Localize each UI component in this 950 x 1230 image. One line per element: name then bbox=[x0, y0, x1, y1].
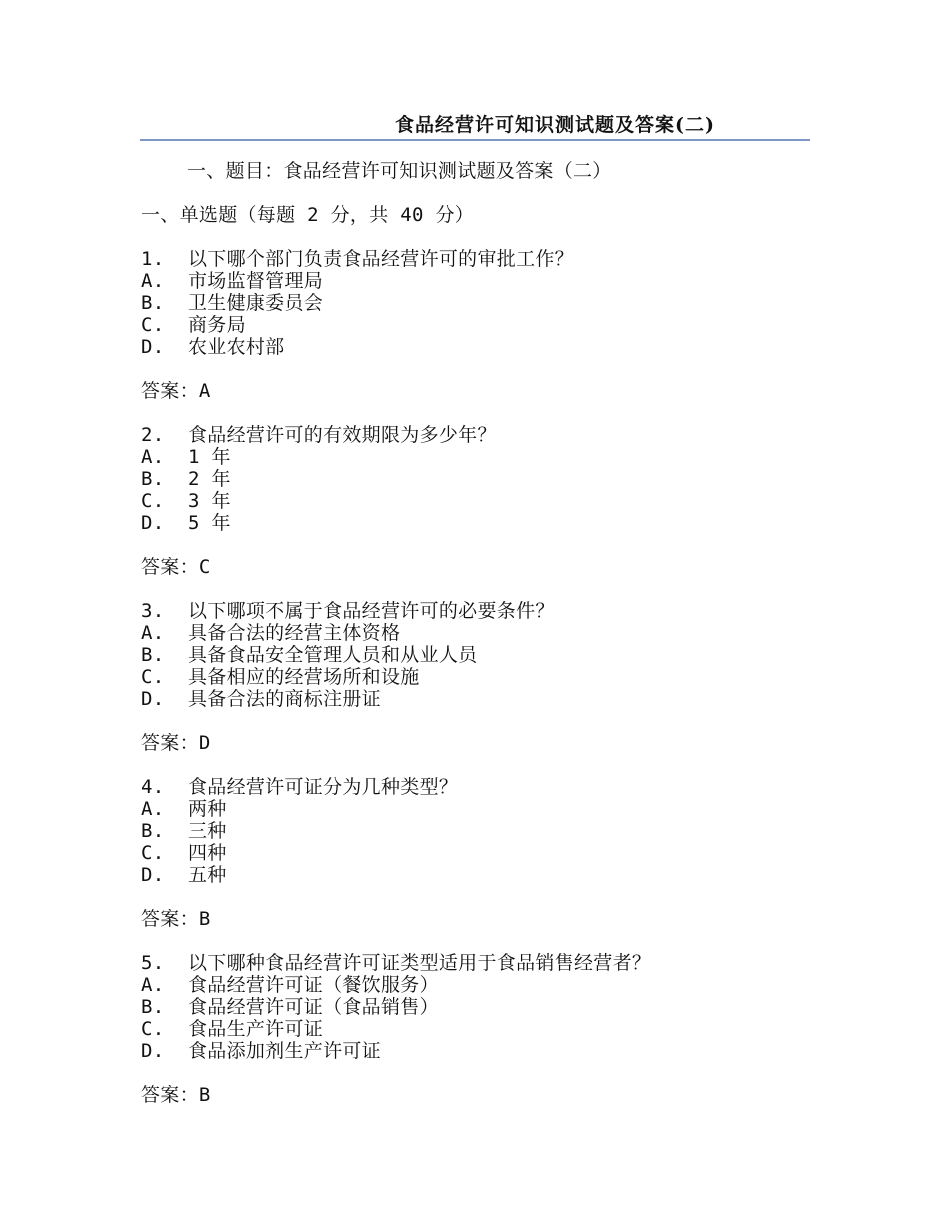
option-text: 具备合法的商标注册证 bbox=[187, 688, 381, 710]
option-text: 两种 bbox=[187, 798, 227, 820]
question-text: 以下哪项不属于食品经营许可的必要条件？ bbox=[187, 600, 555, 622]
option-letter: A. bbox=[141, 798, 165, 820]
option-letter: A. bbox=[141, 974, 165, 996]
option-line bbox=[141, 512, 821, 534]
question-block bbox=[141, 952, 821, 1106]
option-text: 2 年 bbox=[187, 468, 231, 490]
option-text: 食品经营许可证（餐饮服务） bbox=[187, 974, 439, 996]
answer-value: B bbox=[198, 1084, 211, 1106]
option-line bbox=[141, 270, 821, 292]
option-line bbox=[141, 820, 821, 842]
option-text: 四种 bbox=[187, 842, 227, 864]
option-text: 具备合法的经营主体资格 bbox=[187, 622, 401, 644]
option-text: 三种 bbox=[187, 820, 227, 842]
option-line bbox=[141, 314, 821, 336]
answer-line bbox=[141, 1084, 821, 1106]
option-letter: B. bbox=[141, 644, 165, 666]
answer-line bbox=[141, 908, 821, 930]
option-letter: D. bbox=[141, 336, 165, 358]
option-letter: B. bbox=[141, 996, 165, 1018]
option-line bbox=[141, 468, 821, 490]
option-text: 商务局 bbox=[187, 314, 246, 336]
option-letter: D. bbox=[141, 688, 165, 710]
option-letter: D. bbox=[141, 1040, 165, 1062]
option-letter: A. bbox=[141, 446, 165, 468]
option-letter: B. bbox=[141, 468, 165, 490]
document-title: 食品经营许可知识测试题及答案(二) bbox=[395, 114, 715, 136]
question-text: 食品经营许可证分为几种类型？ bbox=[187, 776, 459, 798]
option-letter: B. bbox=[141, 292, 165, 314]
question-text: 以下哪个部门负责食品经营许可的审批工作？ bbox=[187, 248, 574, 270]
question-line bbox=[141, 952, 821, 974]
option-letter: B. bbox=[141, 820, 165, 842]
option-letter: C. bbox=[141, 842, 165, 864]
option-text: 农业农村部 bbox=[187, 336, 285, 358]
question-text: 以下哪种食品经营许可证类型适用于食品销售经营者？ bbox=[187, 952, 652, 974]
option-text: 具备相应的经营场所和设施 bbox=[187, 666, 420, 688]
answer-label: 答案： bbox=[141, 380, 199, 402]
option-line bbox=[141, 864, 821, 886]
option-letter: A. bbox=[141, 270, 165, 292]
option-line bbox=[141, 490, 821, 512]
option-text: 食品添加剂生产许可证 bbox=[187, 1040, 381, 1062]
option-line bbox=[141, 688, 821, 710]
document-body bbox=[141, 160, 821, 1106]
question-text: 食品经营许可的有效期限为多少年？ bbox=[187, 424, 497, 446]
answer-value: B bbox=[198, 908, 211, 930]
option-text: 食品经营许可证（食品销售） bbox=[187, 996, 439, 1018]
question-number: 3. bbox=[141, 600, 165, 622]
option-line bbox=[141, 292, 821, 314]
option-line bbox=[141, 446, 821, 468]
answer-line bbox=[141, 732, 821, 754]
answer-label: 答案： bbox=[141, 556, 199, 578]
option-letter: C. bbox=[141, 1018, 165, 1040]
option-letter: D. bbox=[141, 512, 165, 534]
answer-line bbox=[141, 380, 821, 402]
subject-line: 一、题目：食品经营许可知识测试题及答案（二） bbox=[187, 160, 612, 182]
question-line bbox=[141, 600, 821, 622]
question-line bbox=[141, 424, 821, 446]
title-underline-rule bbox=[140, 139, 810, 141]
option-letter: A. bbox=[141, 622, 165, 644]
answer-label: 答案： bbox=[141, 732, 199, 754]
question-block bbox=[141, 248, 821, 424]
answer-label: 答案： bbox=[141, 908, 199, 930]
question-line bbox=[141, 248, 821, 270]
question-number: 2. bbox=[141, 424, 165, 446]
option-line bbox=[141, 842, 821, 864]
option-line bbox=[141, 974, 821, 996]
option-line bbox=[141, 666, 821, 688]
question-number: 4. bbox=[141, 776, 165, 798]
option-text: 3 年 bbox=[187, 490, 231, 512]
option-line bbox=[141, 1040, 821, 1062]
answer-label: 答案： bbox=[141, 1084, 199, 1106]
option-line bbox=[141, 996, 821, 1018]
option-text: 食品生产许可证 bbox=[187, 1018, 324, 1040]
option-line bbox=[141, 336, 821, 358]
option-line bbox=[141, 644, 821, 666]
option-text: 卫生健康委员会 bbox=[187, 292, 324, 314]
option-text: 1 年 bbox=[187, 446, 231, 468]
option-text: 五种 bbox=[187, 864, 227, 886]
question-block bbox=[141, 424, 821, 600]
question-number: 1. bbox=[141, 248, 165, 270]
question-line bbox=[141, 776, 821, 798]
option-line bbox=[141, 1018, 821, 1040]
option-letter: C. bbox=[141, 490, 165, 512]
question-number: 5. bbox=[141, 952, 165, 974]
option-text: 5 年 bbox=[187, 512, 231, 534]
option-line bbox=[141, 798, 821, 820]
option-letter: D. bbox=[141, 864, 165, 886]
option-text: 市场监督管理局 bbox=[187, 270, 324, 292]
question-block bbox=[141, 776, 821, 952]
option-letter: C. bbox=[141, 666, 165, 688]
option-text: 具备食品安全管理人员和从业人员 bbox=[187, 644, 478, 666]
answer-value: A bbox=[198, 380, 211, 402]
section-heading: 一、单选题（每题 2 分，共 40 分） bbox=[141, 204, 475, 226]
answer-value: C bbox=[198, 556, 211, 578]
option-letter: C. bbox=[141, 314, 165, 336]
answer-value: D bbox=[198, 732, 211, 754]
answer-line bbox=[141, 556, 821, 578]
question-block bbox=[141, 600, 821, 776]
question-list bbox=[141, 248, 821, 1106]
option-line bbox=[141, 622, 821, 644]
